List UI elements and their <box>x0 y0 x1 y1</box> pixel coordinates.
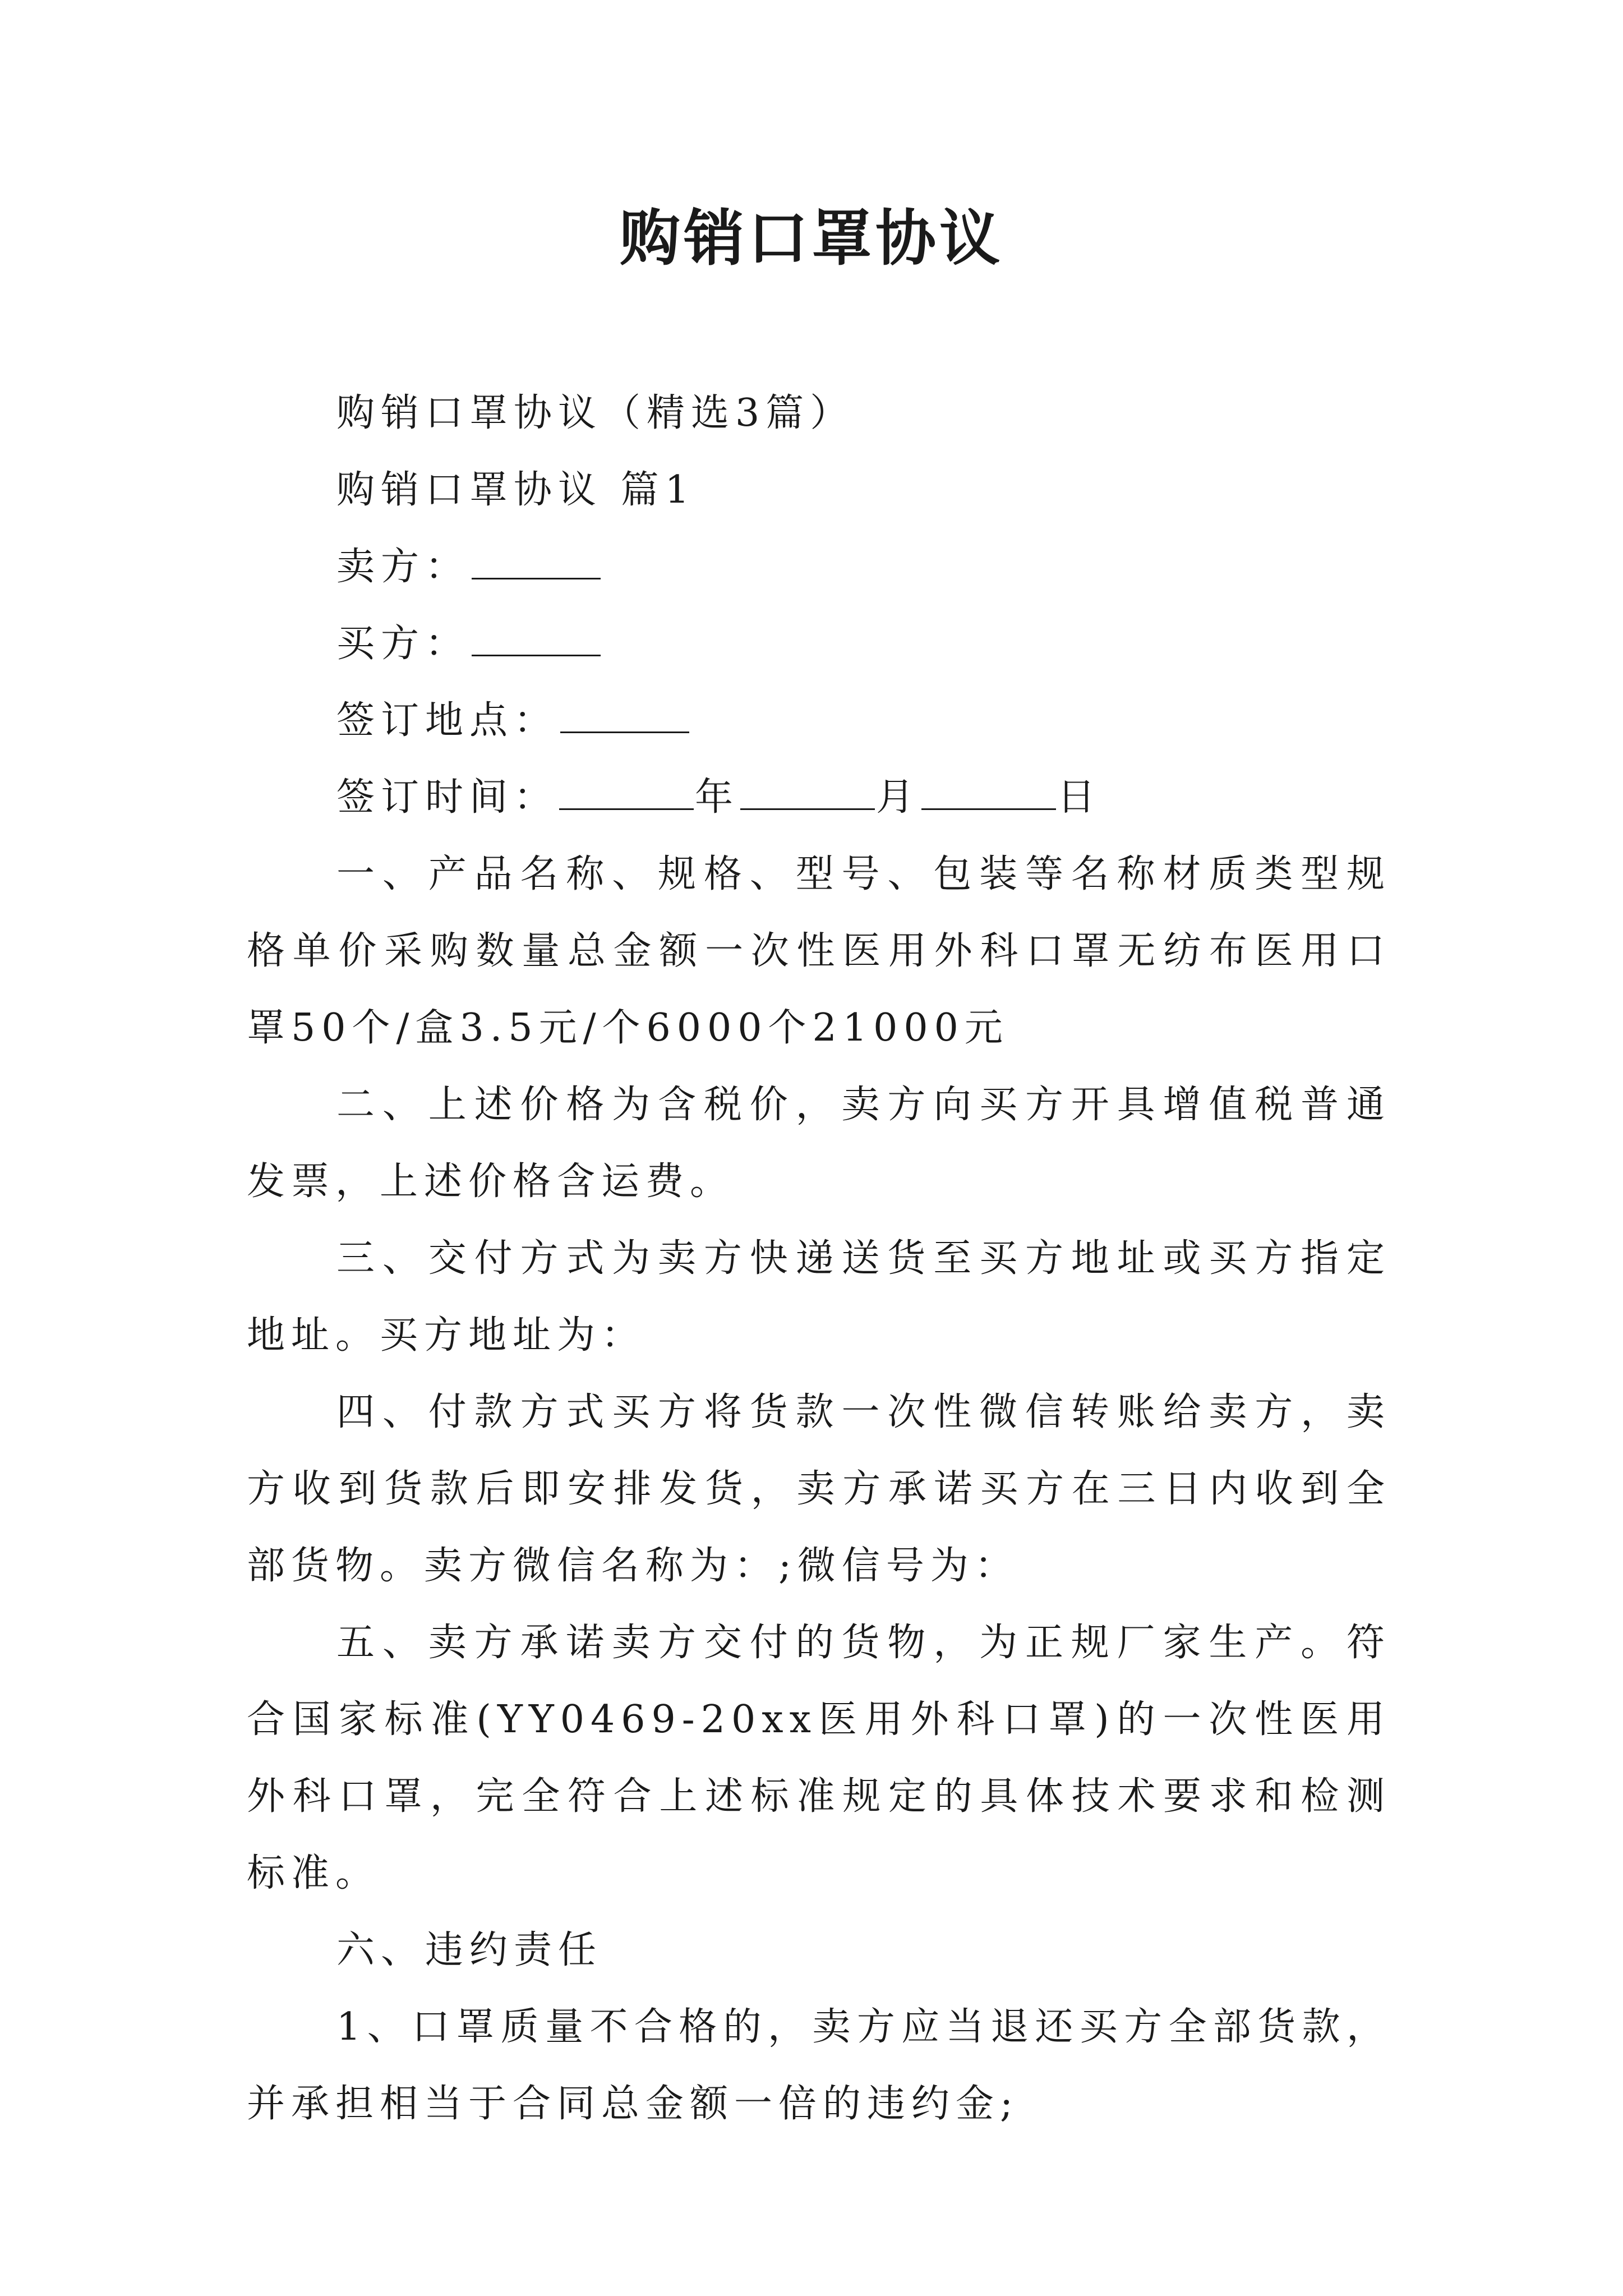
sign-time-label: 签订时间： <box>336 775 559 820</box>
year-blank <box>559 775 694 810</box>
sign-time-line <box>247 759 1391 836</box>
paragraph-liability-1: 1、口罩质量不合格的，卖方应当退还买方全部货款，并承担相当于合同总金额一倍的违约金; <box>247 2005 1391 2126</box>
day-blank <box>921 775 1056 810</box>
seller-line <box>247 528 1391 605</box>
paragraph-price: 二、上述价格为含税价，卖方向买方开具增值税普通发票，上述价格含运费。 <box>247 1083 1391 1204</box>
sign-place-blank <box>560 698 689 733</box>
sign-place-label: 签订地点： <box>336 698 559 743</box>
paragraph-liability-heading: 六、违约责任 <box>336 1928 603 1972</box>
paragraph-payment: 四、付款方式买方将货款一次性微信转账给卖方，卖方收到货款后即安排发货，卖方承诺买方在三日内收到全部货物。卖方微信名称为：;微信号为： <box>247 1390 1391 1588</box>
month-label: 月 <box>876 775 921 820</box>
buyer-line <box>247 605 1391 682</box>
seller-label: 卖方： <box>336 545 470 589</box>
document-subtitle: 购销口罩协议（精选3篇） <box>336 391 855 435</box>
paragraph-product: 一、产品名称、规格、型号、包装等名称材质类型规格单价采购数量总金额一次性医用外科口罩无纺布医用口罩50个/盒3.5元/个6000个21000元 <box>247 852 1391 1050</box>
document-title: 购销口罩协议 <box>619 203 1003 274</box>
section-heading: 购销口罩协议 篇1 <box>336 468 695 512</box>
buyer-label: 买方： <box>336 622 470 666</box>
document-body <box>247 375 1391 2142</box>
year-label: 年 <box>695 775 740 820</box>
paragraph-delivery: 三、交付方式为卖方快递送货至买方地址或买方指定地址。买方地址为： <box>247 1236 1391 1358</box>
day-label: 日 <box>1057 775 1102 820</box>
paragraph-quality-promise: 五、卖方承诺卖方交付的货物，为正规厂家生产。符合国家标准(YY0469-20xx医用外科口罩)的一次性医用外科口罩，完全符合上述标准规定的具体技术要求和检测标准。 <box>247 1621 1391 1895</box>
seller-blank <box>472 544 601 579</box>
sign-place-line <box>247 682 1391 759</box>
month-blank <box>740 775 875 810</box>
buyer-blank <box>472 621 601 656</box>
